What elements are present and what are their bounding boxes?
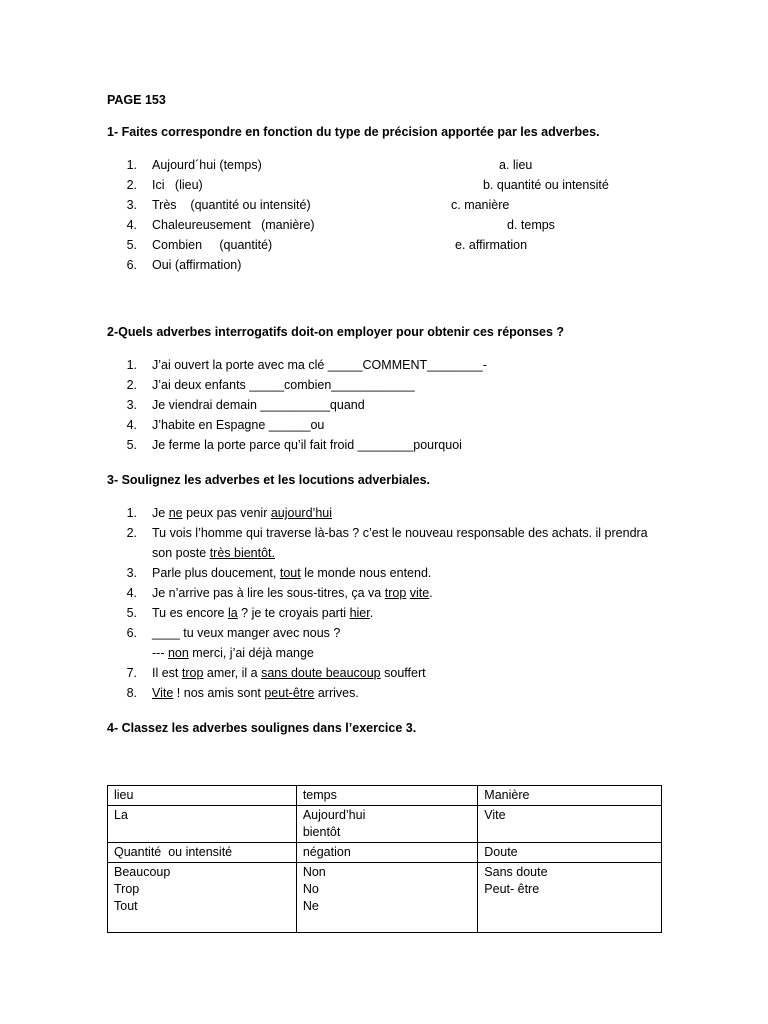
list-number: 6. [126, 258, 137, 272]
list-item [152, 566, 431, 580]
list-item [152, 586, 433, 600]
text-run: Je n’arrive pas à lire les sous-titres, ça va [152, 586, 385, 600]
table-row [108, 786, 662, 806]
cell-line: Trop [114, 882, 140, 896]
list-number: 2. [126, 526, 137, 540]
underlined-adverb: non [167, 646, 189, 660]
ex3-title: 3- Soulignez les adverbes et les locutions adverbiales. [107, 473, 431, 487]
text-run: amer, il a [203, 666, 262, 680]
text-run: souffert [380, 666, 426, 680]
match-option: a. lieu [499, 158, 533, 172]
cell-line: bientôt [302, 825, 341, 839]
list-item [152, 606, 373, 620]
list-item: Je viendrai demain __________quand [152, 398, 365, 412]
text-run: Il est [152, 666, 182, 680]
table-cell [296, 806, 477, 843]
ex1-title: 1- Faites correspondre en fonction du type de précision apportée par les adverbes. [107, 125, 600, 139]
text-run: arrives. [314, 686, 359, 700]
text-run: Tu es encore [152, 606, 228, 620]
cell-line: Non [302, 865, 326, 879]
list-item: Tu vois l’homme qui traverse là-bas ? c’est le nouveau responsable des achats. il prendra [152, 526, 648, 540]
text-run: --- [152, 646, 168, 660]
underlined-adverb: aujourd’hui [270, 506, 333, 520]
text-run: le monde nous entend. [300, 566, 432, 580]
cell-line: Peut- être [484, 882, 540, 896]
list-number: 2. [126, 378, 137, 392]
underlined-adverb: peut-être [264, 686, 315, 700]
list-number: 6. [126, 626, 137, 640]
list-item: J’ai ouvert la porte avec ma clé _____COMMENT________- [152, 358, 487, 372]
underlined-adverb: hier [349, 606, 370, 620]
list-item-continuation [152, 546, 275, 560]
ex4-title: 4- Classez les adverbes soulignes dans l’exercice 3. [107, 721, 417, 735]
list-number: 5. [126, 238, 137, 252]
cell-line: Tout [114, 899, 138, 913]
list-number: 7. [126, 666, 137, 680]
table-cell [296, 863, 477, 933]
match-option: e. affirmation [455, 238, 528, 252]
text-run: son poste [152, 546, 210, 560]
underlined-adverb: trop [181, 666, 204, 680]
list-item: Chaleureusement (manière) [152, 218, 315, 232]
ex2-title: 2-Quels adverbes interrogatifs doit-on employer pour obtenir ces réponses ? [107, 325, 565, 339]
list-item-continuation [152, 646, 314, 660]
list-item: Ici (lieu) [152, 178, 203, 192]
text-run: ! nos amis sont [173, 686, 265, 700]
table-row [108, 843, 662, 863]
text-run: Je [152, 506, 169, 520]
table-cell: lieu [108, 786, 297, 806]
page-label: PAGE 153 [107, 93, 166, 107]
list-number: 3. [126, 566, 137, 580]
match-option: c. manière [451, 198, 510, 212]
underlined-adverb: tout [279, 566, 301, 580]
list-number: 4. [126, 418, 137, 432]
table-cell: Manière [478, 786, 662, 806]
match-option: b. quantité ou intensité [483, 178, 609, 192]
list-number: 1. [126, 158, 137, 172]
list-item: ____ tu veux manger avec nous ? [152, 626, 341, 640]
underlined-adverb: la [227, 606, 238, 620]
list-number: 2. [126, 178, 137, 192]
underlined-adverb: vite [409, 586, 430, 600]
table-cell [108, 863, 297, 933]
underlined-adverb: ne [168, 506, 183, 520]
text-run: ? je te croyais parti [237, 606, 350, 620]
list-item [152, 506, 332, 520]
table-cell [478, 863, 662, 933]
list-item: Combien (quantité) [152, 238, 273, 252]
table-cell: Doute [478, 843, 662, 863]
list-number: 8. [126, 686, 137, 700]
table-row [108, 806, 662, 843]
text-run: merci, j’ai déjà mange [188, 646, 314, 660]
table-cell: Quantité ou intensité [108, 843, 297, 863]
list-item [152, 686, 359, 700]
table-cell: Vite [478, 806, 662, 843]
match-option: d. temps [507, 218, 555, 232]
list-number: 4. [126, 586, 137, 600]
list-item [152, 666, 426, 680]
table-cell: La [108, 806, 297, 843]
list-item: J’ai deux enfants _____combien____________ [152, 378, 415, 392]
list-item: Aujourd´hui (temps) [152, 158, 262, 172]
table-row [108, 863, 662, 933]
cell-line: Aujourd’hui [302, 808, 366, 822]
text-run: . [369, 606, 374, 620]
list-number: 1. [126, 358, 137, 372]
list-number: 1. [126, 506, 137, 520]
underlined-adverb: trop [384, 586, 407, 600]
list-item: Très (quantité ou intensité) [152, 198, 311, 212]
cell-line: No [302, 882, 319, 896]
list-number: 5. [126, 438, 137, 452]
cell-line: Ne [302, 899, 319, 913]
list-number: 5. [126, 606, 137, 620]
text-run: . [429, 586, 433, 600]
text-run: Parle plus doucement, [152, 566, 280, 580]
cell-line: Beaucoup [114, 865, 171, 879]
list-item: J’habite en Espagne ______ou [152, 418, 325, 432]
table-cell: temps [296, 786, 477, 806]
list-item: Oui (affirmation) [152, 258, 242, 272]
table-cell: négation [296, 843, 477, 863]
underlined-adverb: Vite [152, 686, 174, 700]
text-run: peux pas venir [182, 506, 271, 520]
list-number: 3. [126, 398, 137, 412]
underlined-adverb: sans doute beaucoup [261, 666, 381, 680]
underlined-adverb: très bientôt. [209, 546, 276, 560]
cell-line: Sans doute [484, 865, 548, 879]
adverb-classification-table [107, 785, 662, 933]
list-item: Je ferme la porte parce qu’il fait froid ________pourquoi [152, 438, 462, 452]
list-number: 3. [126, 198, 137, 212]
list-number: 4. [126, 218, 137, 232]
